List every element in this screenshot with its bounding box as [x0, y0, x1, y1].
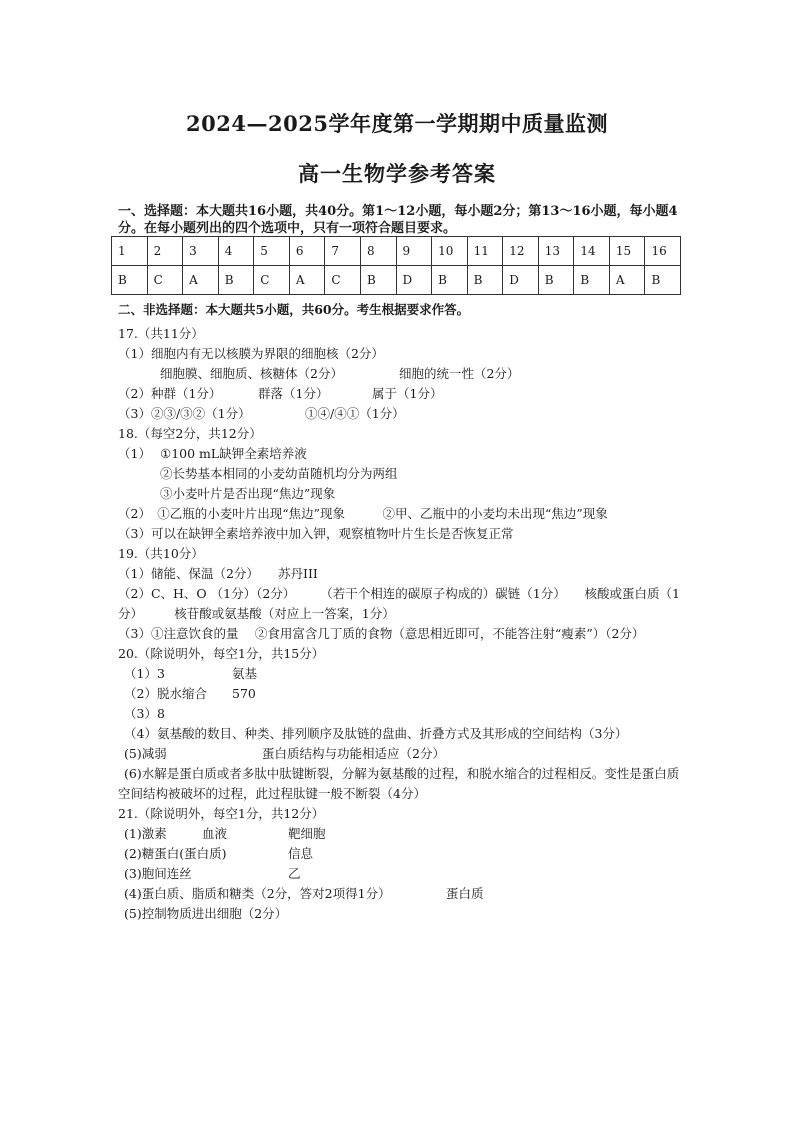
q17-line3	[118, 384, 688, 404]
answer-choice-cell: C	[254, 266, 290, 295]
q17-answer-2b: 细胞的统一性（2分）	[398, 366, 520, 381]
question-number-cell: 15	[609, 237, 645, 266]
q21-line5: (5)控制物质进出细胞（2分）	[124, 906, 288, 921]
q21-answer-1b: 血液	[202, 826, 228, 841]
answer-choice-cell: C	[325, 266, 361, 295]
question-number-cell: 9	[396, 237, 432, 266]
q20-answer-1a: （1）3	[124, 666, 165, 681]
q20-answer-2a: （2）脱水缩合	[124, 686, 207, 701]
q17-line4	[118, 404, 688, 424]
answer-choice-cell: B	[467, 266, 503, 295]
q19-heading: 19.（共10分）	[118, 546, 204, 561]
answer-choice-cell: A	[289, 266, 325, 295]
answer-choice-cell: D	[396, 266, 432, 295]
q21-heading: 21.（除说明外，每空1分，共12分）	[118, 806, 325, 821]
answer-choice-cell: B	[360, 266, 396, 295]
question-number-cell: 12	[503, 237, 539, 266]
q18-heading: 18.（每空2分，共12分）	[118, 426, 262, 441]
answer-choice-cell: A	[609, 266, 645, 295]
q21-line2	[118, 844, 688, 864]
question-number-cell: 16	[645, 237, 681, 266]
q17-answer-3a: （2）种群（1分）	[118, 386, 222, 401]
question-number-cell: 1	[112, 237, 148, 266]
document-title: 2024—2025学年度第一学期期中质量监测	[186, 111, 608, 136]
question-number-cell: 2	[147, 237, 183, 266]
document-subtitle: 高一生物学参考答案	[298, 161, 496, 186]
q18-line3: ③小麦叶片是否出现“焦边”现象	[160, 486, 336, 501]
section2-heading: 二、非选择题：本大题共5小题，共60分。考生根据要求作答。	[118, 302, 470, 317]
q17-line1: （1）细胞内有无以核膜为界限的细胞核（2分）	[118, 346, 384, 361]
question-number-cell: 3	[183, 237, 219, 266]
answer-choice-cell: A	[183, 266, 219, 295]
q17-answer-3c: 属于（1分）	[372, 386, 443, 401]
answer-table-numbers-row	[112, 237, 681, 266]
q19-line3: （3）①注意饮食的量 ②食用富含几丁质的食物（意思相近即可，不能答注射“瘦素”）（2分）	[118, 626, 645, 641]
q20-line4: （4）氨基酸的数目、种类、排列顺序及肽链的盘曲、折叠方式及其形成的空间结构（3分）	[124, 726, 628, 741]
q17-answer-4b: ①④/④①（1分）	[305, 406, 405, 421]
answer-choice-cell: B	[574, 266, 610, 295]
question-number-cell: 6	[289, 237, 325, 266]
q20-answer-2b: 570	[232, 686, 256, 701]
section1-heading: 一、选择题：本大题共16小题，共40分。第1～12小题，每小题2分；第13～16小题，每小题4分。在每小题列出的四个选项中，只有一项符合题目要求。	[118, 204, 678, 236]
q19-answer-1b: 苏丹III	[278, 566, 318, 581]
q20-heading: 20.（除说明外，每空1分，共15分）	[118, 646, 325, 661]
q20-line1	[118, 664, 688, 684]
q18-line4: （2） ①乙瓶的小麦叶片出现“焦边”现象 ②甲、乙瓶中的小麦均未出现“焦边”现象	[118, 506, 608, 521]
q19-line1	[118, 564, 688, 584]
q17-answer-2a: 细胞膜、细胞质、核糖体（2分）	[160, 366, 343, 381]
q20-line6: (6)水解是蛋白质或者多肽中肽键断裂，分解为氨基酸的过程，和脱水缩合的过程相反。变性是蛋白质空间结构被破坏的过程，此过程肽键一般不断裂（4分）	[118, 766, 680, 801]
question-number-cell: 8	[360, 237, 396, 266]
q19-answer-1a: （1）储能、保温（2分）	[118, 566, 259, 581]
answer-choice-cell: B	[218, 266, 254, 295]
q17-heading: 17.（共11分）	[118, 326, 204, 341]
q20-answer-1b: 氨基	[232, 666, 258, 681]
q21-answer-1c: 靶细胞	[288, 826, 326, 841]
q21-line1	[118, 824, 688, 844]
question-number-cell: 4	[218, 237, 254, 266]
q17-answer-4a: （3）②③/③②（1分）	[118, 406, 251, 421]
q20-answer-5a: (5)减弱	[124, 746, 167, 761]
q17-answer-3b: 群落（1分）	[258, 386, 329, 401]
answer-choice-cell: B	[112, 266, 148, 295]
q20-answer-5b: 蛋白质结构与功能相适应（2分）	[262, 746, 445, 761]
answer-choice-cell: B	[432, 266, 468, 295]
q21-answer-3a: (3)胞间连丝	[124, 866, 192, 881]
answer-table	[111, 236, 681, 295]
q20-line3: （3）8	[124, 706, 165, 721]
question-number-cell: 5	[254, 237, 290, 266]
answer-choice-cell: B	[538, 266, 574, 295]
question-number-cell: 10	[432, 237, 468, 266]
q21-line3	[118, 864, 688, 884]
q20-line5	[118, 744, 688, 764]
question-number-cell: 14	[574, 237, 610, 266]
q18-line5: （3）可以在缺钾全素培养液中加入钾，观察植物叶片生长是否恢复正常	[118, 526, 514, 541]
question-number-cell: 13	[538, 237, 574, 266]
q17-line2	[118, 364, 688, 384]
question-number-cell: 7	[325, 237, 361, 266]
q18-line1	[118, 444, 688, 464]
q19-line2: （2）C、H、O （1分）（2分） （若干个相连的碳原子构成的）碳链（1分） 核酸或蛋白质（1分） 核苷酸或氨基酸（对应上一答案，1分）	[118, 586, 680, 621]
question-number-cell: 11	[467, 237, 503, 266]
answer-body	[118, 324, 688, 924]
answer-choice-cell: C	[147, 266, 183, 295]
q18-label-1: （1）	[118, 446, 151, 461]
answer-choice-cell: B	[645, 266, 681, 295]
q21-answer-2a: (2)糖蛋白(蛋白质)	[124, 846, 227, 861]
q21-answer-3b: 乙	[288, 866, 301, 881]
answer-table-answers-row	[112, 266, 681, 295]
q21-answer-4a: (4)蛋白质、脂质和糖类（2分，答对2项得1分）	[124, 886, 391, 901]
q18-answer-1: ①100 mL缺钾全素培养液	[160, 446, 307, 461]
q21-answer-1a: (1)激素	[124, 826, 167, 841]
q21-answer-2b: 信息	[288, 846, 314, 861]
q18-line2: ②长势基本相同的小麦幼苗随机均分为两组	[160, 466, 398, 481]
q20-line2	[118, 684, 688, 704]
q21-answer-4b: 蛋白质	[446, 886, 484, 901]
answer-choice-cell: D	[503, 266, 539, 295]
q21-line4	[118, 884, 688, 904]
